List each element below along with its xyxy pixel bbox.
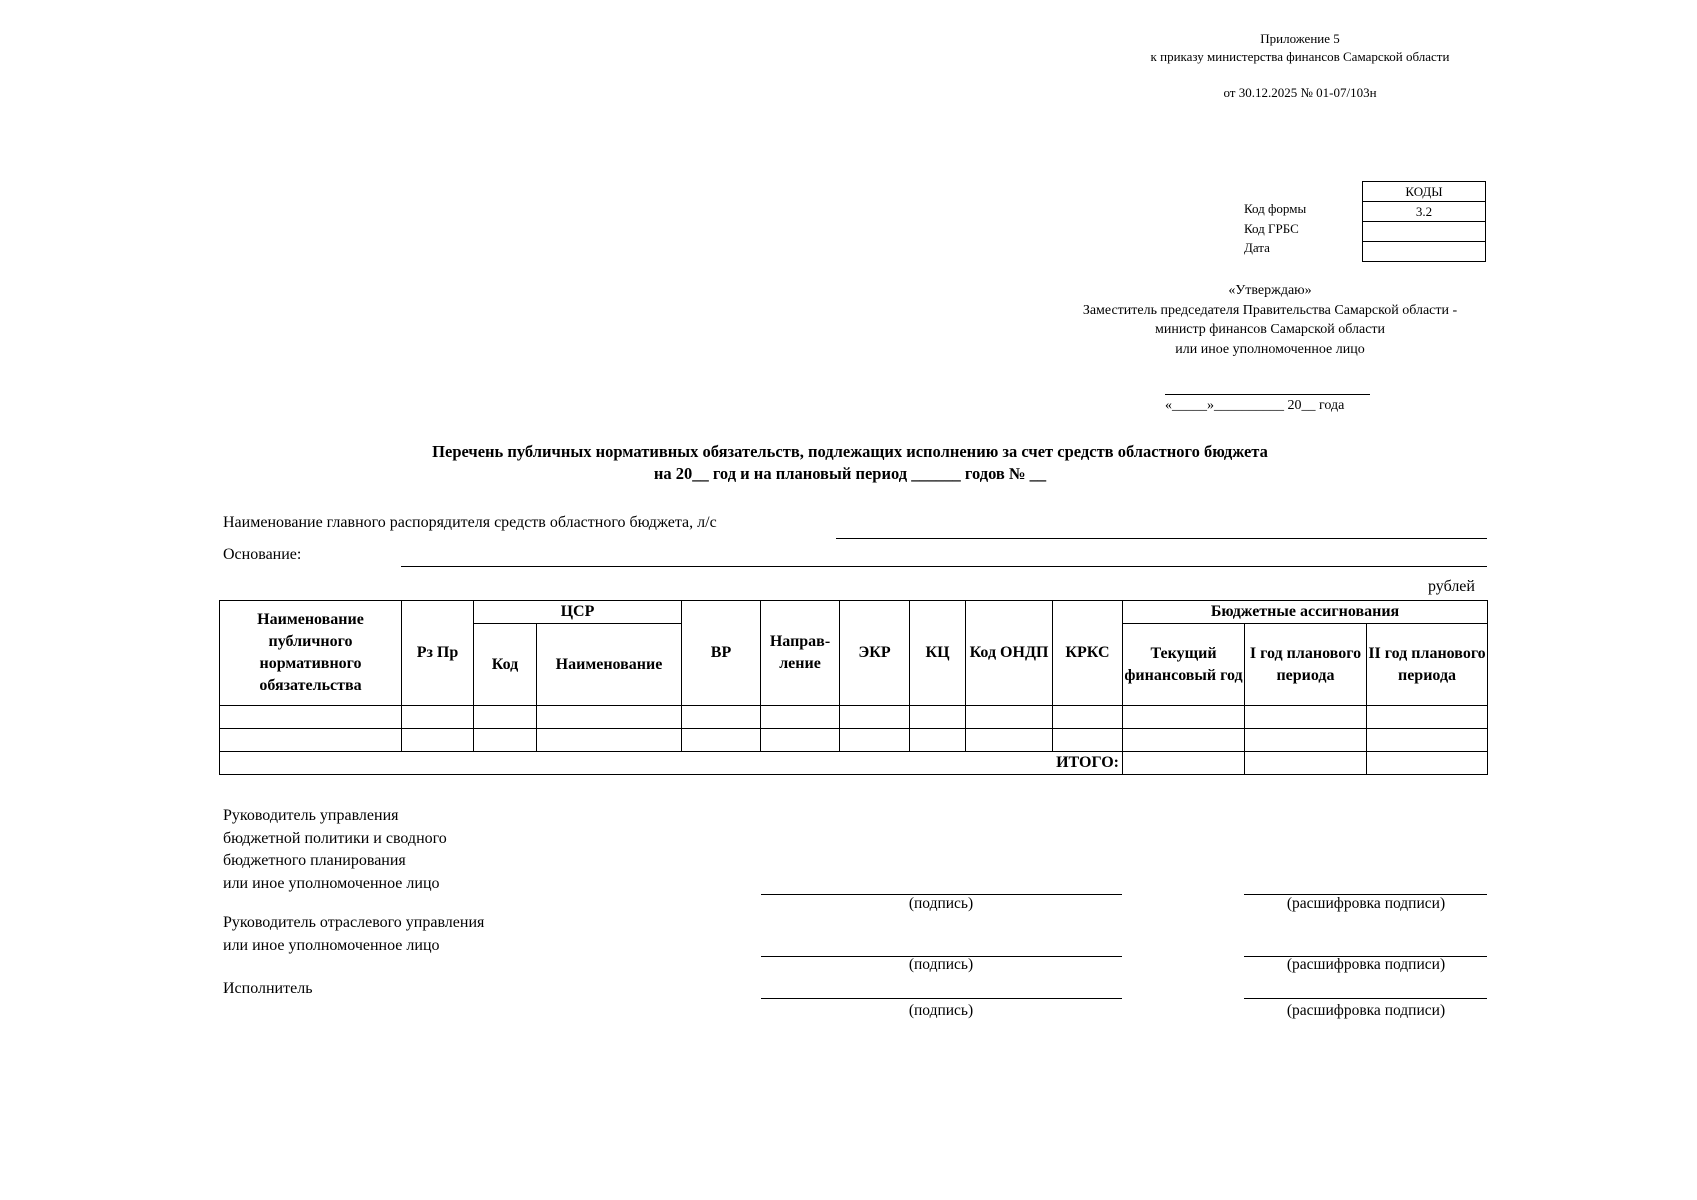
basis-label: Основание: <box>223 546 302 563</box>
executor-label: Исполнитель <box>223 980 313 997</box>
executor-signature-caption: (подпись) <box>908 1002 974 1019</box>
head-budget-label: Руководитель управления бюджетной политики и сводного бюджетного планирования или иное уполномоченное лицо <box>223 807 447 892</box>
col-vr: ВР <box>682 601 761 706</box>
col-kc: КЦ <box>910 601 966 706</box>
head-budget-signature-caption: (подпись) <box>908 895 974 912</box>
col-current-year: Текущий финансовый год <box>1123 624 1245 706</box>
grbs-name-line[interactable] <box>836 538 1487 539</box>
table-row <box>220 729 1488 752</box>
col-direction: Направ-ление <box>761 601 840 706</box>
title-line-1: Перечень публичных нормативных обязательств, подлежащих исполнению за счет средств областного бюджета <box>432 442 1268 461</box>
grbs-code-value[interactable] <box>1363 221 1485 241</box>
executor-decode-caption: (расшифровка подписи) <box>1286 1002 1446 1019</box>
col-csr: ЦСР <box>474 601 682 624</box>
total-row <box>220 752 1488 775</box>
total-current-year[interactable] <box>1123 752 1245 775</box>
approver-title-2: министр финансов Самарской области <box>1154 322 1386 337</box>
form-code-value[interactable]: 3.2 <box>1363 201 1485 221</box>
col-krks: КРКС <box>1053 601 1123 706</box>
total-plan-year-2[interactable] <box>1367 752 1488 775</box>
document-title <box>230 441 1470 485</box>
executor-signature-line[interactable] <box>761 998 1122 999</box>
col-plan-year-1: I год планового периода <box>1245 624 1367 706</box>
order-date: от 30.12.2025 № 01-07/103н <box>1223 85 1377 100</box>
approval-date-line: «_____»__________ 20__ года <box>1165 398 1345 413</box>
table-row <box>220 706 1488 729</box>
col-ondp: Код ОНДП <box>966 601 1053 706</box>
appendix-number: Приложение 5 <box>1260 31 1340 46</box>
order-reference: к приказу министерства финансов Самарской области <box>1150 49 1450 64</box>
grbs-code-label: Код ГРБС <box>1244 220 1299 236</box>
basis-line[interactable] <box>401 566 1487 567</box>
executor-decode-line[interactable] <box>1244 998 1487 999</box>
head-sector-label: Руководитель отраслевого управления или иное уполномоченное лицо <box>223 914 485 954</box>
approver-title-3: или иное уполномоченное лицо <box>1175 341 1365 357</box>
col-budget: Бюджетные ассигнования <box>1123 601 1488 624</box>
approve-word: «Утверждаю» <box>1228 283 1312 298</box>
total-plan-year-1[interactable] <box>1245 752 1367 775</box>
date-code-label: Дата <box>1244 240 1270 255</box>
obligations-table <box>219 600 1488 775</box>
units-label: рублей <box>1428 578 1475 595</box>
codes-title: КОДЫ <box>1405 184 1443 199</box>
title-line-2: на 20__ год и на плановый период ______ годов № __ <box>653 464 1047 483</box>
form-code-label: Код формы <box>1244 201 1307 216</box>
approval-block <box>1040 281 1500 359</box>
col-csr-name: Наименование <box>537 624 682 706</box>
date-code-value[interactable] <box>1363 241 1485 261</box>
col-ekr: ЭКР <box>840 601 910 706</box>
col-obligation-name: Наименование публичного нормативного обязательства <box>220 601 402 706</box>
codes-box <box>1362 181 1486 262</box>
codes-labels <box>1244 199 1306 258</box>
approver-signature-line[interactable] <box>1165 394 1370 395</box>
grbs-name-label: Наименование главного распорядителя средств областного бюджета, л/с <box>223 514 717 531</box>
total-label: ИТОГО: <box>220 752 1123 775</box>
head-sector-decode-caption: (расшифровка подписи) <box>1286 956 1446 973</box>
col-rzpr: Рз Пр <box>402 601 474 706</box>
head-sector-signature-caption: (подпись) <box>908 956 974 973</box>
approver-title-1: Заместитель председателя Правительства Самарской области - <box>1082 302 1458 318</box>
col-csr-code: Код <box>474 624 537 706</box>
head-budget-decode-caption: (расшифровка подписи) <box>1286 895 1446 912</box>
col-plan-year-2: II год планового периода <box>1367 624 1488 706</box>
